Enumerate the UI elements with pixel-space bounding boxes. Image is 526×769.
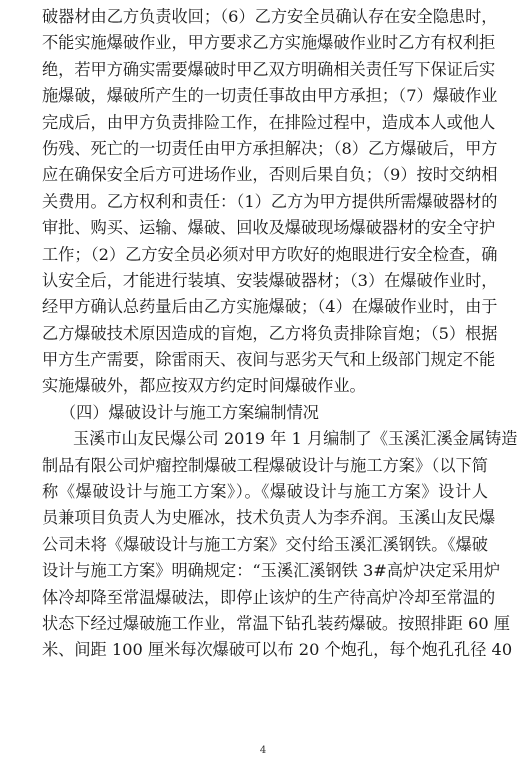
text-line: 状态下经过爆破施工作业，常温下钻孔装药爆破。按照排距 60 厘 bbox=[42, 613, 510, 633]
text-line: 米、间距 100 厘米每次爆破可以布 20 个炮孔，每个炮孔孔径 40 bbox=[42, 640, 513, 660]
text-line: 完成后，由甲方负责排险工作，在排险过程中，造成本人或他人 bbox=[42, 112, 496, 132]
text-line: 绝，若甲方确实需要爆破时甲乙双方明确相关责任写下保证后实 bbox=[42, 59, 496, 79]
text-line: 甲方生产需要，除雷雨天、夜间与恶劣天气和上级部门规定不能 bbox=[42, 350, 496, 370]
text-line: 体冷却降至常温爆破法，即停止该炉的生产待高炉冷却至常温的 bbox=[42, 587, 496, 607]
text-line: 破器材由乙方负责收回；（6）乙方安全员确认存在安全隐患时， bbox=[42, 7, 498, 26]
text-line: 实施爆破外，都应按双方约定时间爆破作业。 bbox=[42, 376, 366, 396]
text-line: 公司未将《爆破设计与施工方案》交付给玉溪汇溪钢铁。《爆破 bbox=[42, 534, 488, 554]
text-line: 制品有限公司炉瘤控制爆破工程爆破设计与施工方案》（以下简 bbox=[42, 455, 488, 475]
text-line: 经甲方确认总药量后由乙方实施爆破；（4）在爆破作业时，由于 bbox=[42, 297, 498, 317]
page-number: 4 bbox=[259, 745, 267, 756]
text-line: 审批、购买、运输、爆破、回收及爆破现场爆破器材的安全守护 bbox=[42, 218, 496, 238]
text-line: 不能实施爆破作业，甲方要求乙方实施爆破作业时乙方有权利拒 bbox=[42, 33, 496, 53]
text-line: 乙方爆破技术原因造成的盲炮，乙方将负责排除盲炮；（5）根据 bbox=[42, 323, 498, 343]
body-text bbox=[42, 4, 518, 664]
text-line: 工作；（2）乙方安全员必须对甲方吹好的炮眼进行安全检查，确 bbox=[42, 244, 498, 264]
text-line: 设计与施工方案》明确规定：“玉溪汇溪钢铁 3#高炉决定采用炉 bbox=[42, 561, 501, 581]
paragraph-first-line: 玉溪市山友民爆公司 2019 年 1 月编制了《玉溪汇溪金属铸造 bbox=[73, 429, 518, 449]
text-line: 认安全后，才能进行装填、安装爆破器材；（3）在爆破作业时， bbox=[42, 270, 498, 290]
section-heading: （四）爆破设计与施工方案编制情况 bbox=[60, 402, 319, 422]
text-line: 员兼项目负责人为史雁冰，技术负责人为李乔润。玉溪山友民爆 bbox=[42, 508, 496, 528]
text-line: 应在确保安全后方可进场作业，否则后果自负；（9）按时交纳相 bbox=[42, 165, 498, 185]
text-line: 施爆破，爆破所产生的一切责任事故由甲方承担；（7）爆破作业 bbox=[42, 86, 498, 106]
text-line: 伤残、死亡的一切责任由甲方承担解决；（8）乙方爆破后，甲方 bbox=[42, 138, 498, 158]
text-line: 称《爆破设计与施工方案》）。《爆破设计与施工方案》设计人 bbox=[42, 482, 488, 502]
text-line: 关费用。乙方权利和责任：（1）乙方为甲方提供所需爆破器材的 bbox=[42, 191, 498, 211]
